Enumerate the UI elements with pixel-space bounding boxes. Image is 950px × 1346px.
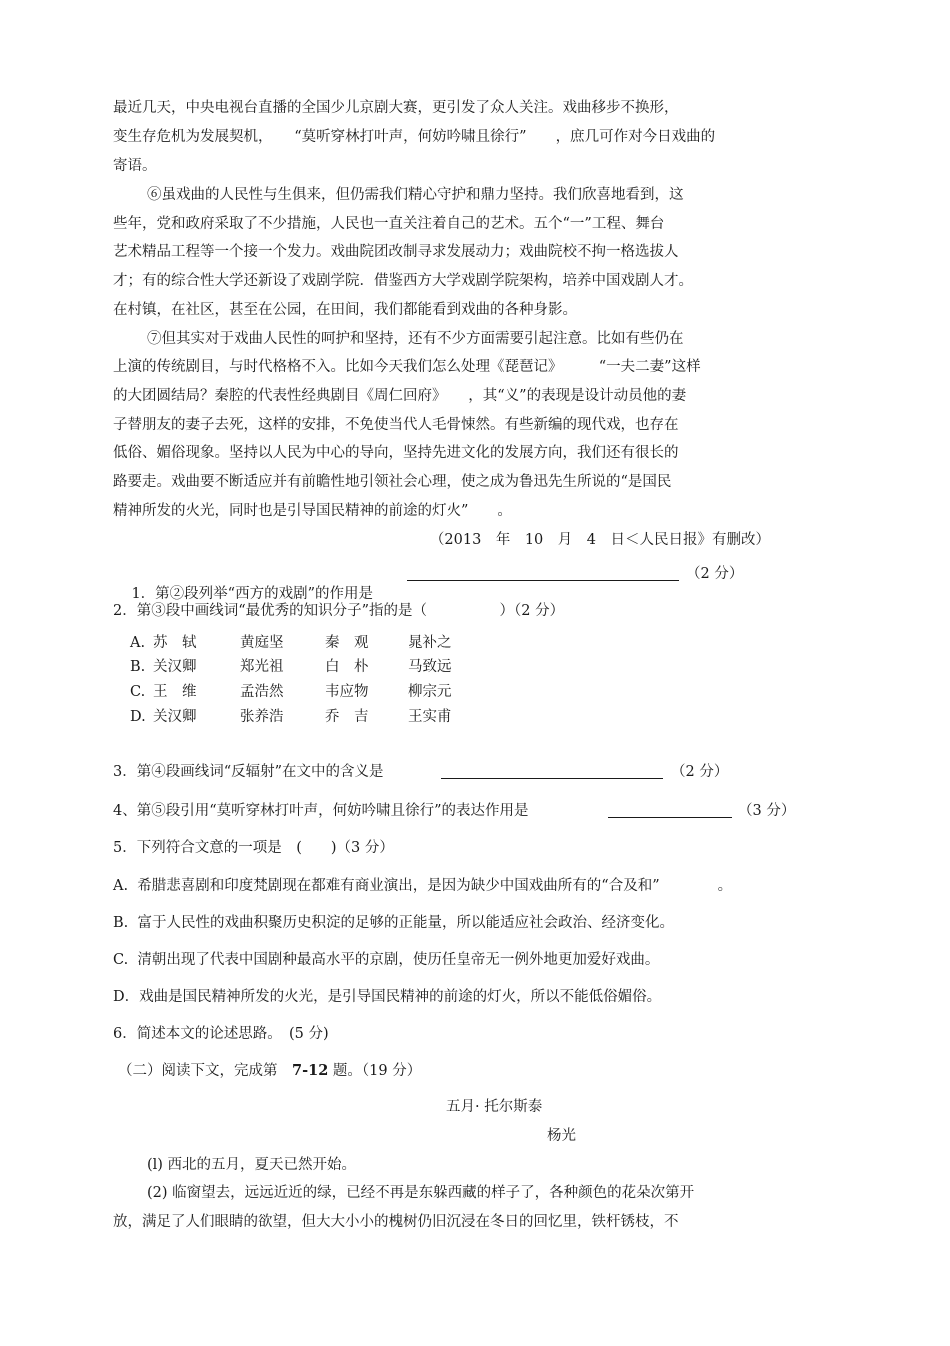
option-item: 韦应物: [325, 684, 369, 700]
question-3: 3．第④段画线词“反辐射”在文中的含义是: [113, 764, 384, 780]
option-item: 白 朴: [325, 659, 369, 675]
passage-line: ⑦但其实对于戏曲人民性的呵护和坚持，还有不少方面需要引起注意。比如有些仍在: [147, 331, 684, 347]
article-paragraph: (2) 临窗望去，远远近近的绿，已经不再是东躲西藏的样子了，各种颜色的花朵次第开: [147, 1185, 695, 1201]
option-label: A.: [130, 635, 146, 651]
passage-line: 最近几天，中央电视台直播的全国少儿京剧大赛，更引发了众人关注。戏曲移步不换形，: [113, 100, 679, 116]
question-1-score: （2 分）: [686, 566, 744, 582]
option-item: 秦 观: [325, 635, 369, 651]
passage-line: 在村镇，在社区，甚至在公园，在田间，我们都能看到戏曲的各种身影。: [113, 302, 577, 318]
option-item: 乔 吉: [325, 709, 369, 725]
option-label: C.: [130, 684, 146, 700]
option-item: 晁补之: [408, 635, 452, 651]
passage-line: 子替朋友的妻子去死，这样的安排，不免使当代人毛骨悚然。有些新编的现代戏，也存在: [113, 417, 679, 433]
answer-blank-4[interactable]: [608, 803, 732, 818]
question-4: 4、第⑤段引用“莫听穿林打叶声，何妨吟啸且徐行”的表达作用是: [113, 803, 529, 819]
passage-line: 的大团圆结局？秦腔的代表性经典剧目《周仁回府》 ，其“义”的表现是设计动员他的妻: [113, 388, 687, 404]
question-5-option-d: D．戏曲是国民精神所发的火光，是引导国民精神的前途的灯火，所以不能低俗媚俗。: [113, 989, 662, 1005]
passage-line: 才；有的综合性大学还新设了戏剧学院．借鉴西方大学戏剧学院架构，培养中国戏剧人才。: [113, 273, 693, 289]
option-item: 王实甫: [408, 709, 452, 725]
passage-line: 路要走。戏曲要不断适应并有前瞻性地引领社会心理，使之成为鲁迅先生所说的“是国民: [113, 474, 672, 490]
source-citation: （2013 年 10 月 4 日＜人民日报》有删改）: [429, 532, 770, 548]
passage-line: 变生存危机为发展契机， “莫听穿林打叶声，何妨吟啸且徐行” ，庶几可作对今日戏曲的: [113, 129, 716, 145]
article-paragraph: 放，满足了人们眼睛的欲望，但大大小小的槐树仍旧沉浸在冬日的回忆里，铁杆锈枝，不: [113, 1214, 679, 1230]
option-item: 苏 轼: [153, 635, 197, 651]
option-item: 黄庭坚: [240, 635, 284, 651]
article-title: 五月· 托尔斯泰: [446, 1099, 543, 1115]
option-item: 郑光祖: [240, 659, 284, 675]
passage-line: 精神所发的火光，同时也是引导国民精神的前途的灯火” 。: [113, 503, 512, 519]
question-5-option-c: C. 清朝出现了代表中国剧种最高水平的京剧，使历任皇帝无一例外地更加爱好戏曲。: [113, 952, 660, 968]
article-paragraph: (l) 西北的五月，夏天已然开始。: [147, 1157, 357, 1173]
option-item: 张养浩: [240, 709, 284, 725]
option-item: 关汉卿: [153, 709, 197, 725]
section-2-heading-range: 7-12: [292, 1062, 329, 1079]
section-2-heading: [118, 1061, 421, 1081]
question-5-option-a: A. 希腊悲喜剧和印度梵剧现在都难有商业演出，是因为缺少中国戏曲所有的“合及和” 。: [113, 878, 733, 894]
question-5-option-b: B. 富于人民性的戏曲积聚历史积淀的足够的正能量，所以能适应社会政治、经济变化。: [113, 915, 674, 931]
option-item: 关汉卿: [153, 659, 197, 675]
option-label: D.: [130, 709, 146, 725]
question-3-score: （2 分）: [671, 764, 729, 780]
passage-line: 上演的传统剧目，与时代格格不入。比如今天我们怎么处理《琵琶记》 “一夫二妻”这样: [113, 359, 701, 375]
question-1-text: 1．第②段列举“西方的戏剧”的作用是: [131, 586, 373, 602]
option-item: 马致远: [408, 659, 452, 675]
question-2: 2．第③段中画线词“最优秀的知识分子”指的是（ ）（2 分）: [113, 603, 565, 619]
option-item: 孟浩然: [240, 684, 284, 700]
passage-line: ⑥虽戏曲的人民性与生俱来，但仍需我们精心守护和鼎力坚持。我们欣喜地看到，这: [147, 187, 684, 203]
passage-line: 艺术精品工程等一个接一个发力。戏曲院团改制寻求发展动力；戏曲院校不拘一格选拔人: [113, 244, 679, 260]
option-label: B.: [130, 659, 146, 675]
question-6: 6．简述本文的论述思路。 (5 分): [113, 1026, 329, 1042]
article-author: 杨光: [547, 1128, 576, 1144]
answer-blank-3[interactable]: [441, 764, 663, 779]
option-item: 王 维: [153, 684, 197, 700]
passage-line: 低俗、媚俗现象。坚持以人民为中心的导向，坚持先进文化的发展方向，我们还有很长的: [113, 445, 679, 461]
section-2-heading-post: 题。（19 分）: [328, 1063, 422, 1079]
passage-line: 些年，党和政府采取了不少措施，人民也一直关注着自己的艺术。五个“一”工程、舞台: [113, 216, 665, 232]
question-5: 5．下列符合文意的一项是 ( )（3 分）: [113, 840, 394, 856]
passage-line: 寄语。: [113, 158, 157, 174]
option-item: 柳宗元: [408, 684, 452, 700]
question-4-score: （3 分）: [738, 803, 796, 819]
answer-blank-1[interactable]: [407, 566, 679, 581]
section-2-heading-pre: （二）阅读下文，完成第: [118, 1063, 292, 1079]
